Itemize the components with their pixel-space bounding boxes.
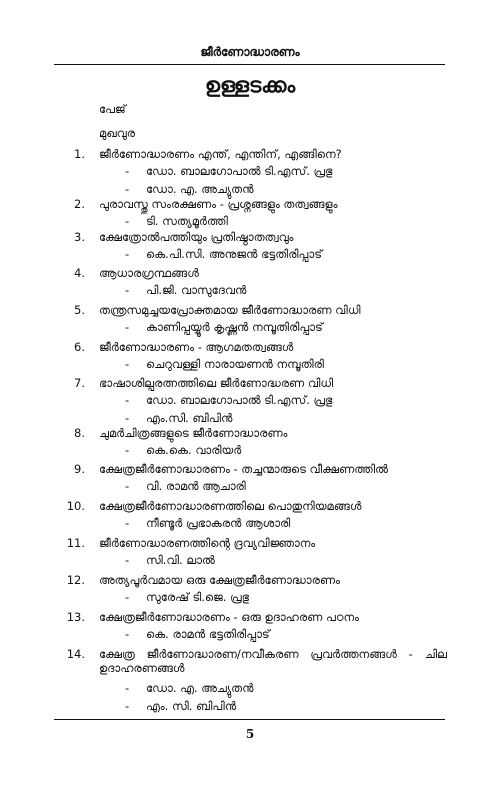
page-label: പേജ് [99, 102, 126, 116]
author-dash: - [125, 443, 130, 457]
toc-entry-title: ജീർണോദ്ധാരണം എന്ത്, എന്തിന്, എങ്ങിനെ? [99, 147, 342, 161]
toc-entry-title: ക്ഷേത്ര ജീർണോദ്ധാരണ/നവീകരണ പ്രവർത്തനങ്ങൾ - ചില ഉദാഹരണങ്ങൾ [99, 647, 447, 675]
author-name: കെ. രാമൻ ഭട്ടതിരിപ്പാട് [146, 627, 270, 641]
author-name: ഡോ. ബാലഗോപാൽ ടി.എസ്. പ്രഭു [146, 164, 333, 178]
preface-label: മുഖവുര [99, 126, 136, 140]
toc-entry-title: ചുമർചിത്രങ്ങളുടെ ജീർണോദ്ധാരണം [99, 426, 288, 440]
toc-entry-title: പുരാവസ്തു സംരക്ഷണം - പ്രശ്നങ്ങളും തത്വങ്ങളും [99, 197, 338, 211]
running-head: ജീർണോദ്ധാരണം [200, 45, 300, 59]
author-name: ടി. സത്യമൂർത്തി [146, 214, 228, 228]
page-number: 5 [245, 727, 255, 741]
toc-entry-number: 10. [66, 499, 85, 513]
author-dash: - [125, 247, 130, 261]
toc-entry-title: ജീർണോദ്ധാരണത്തിന്റെ ദ്രവ്യവിജ്ഞാനം [99, 536, 316, 550]
author-name: സുരേഷ് ടി.ജെ. പ്രഭു [146, 590, 249, 604]
page-title: ഉള്ളടക്കം [204, 73, 296, 97]
author-name: ചെറുവള്ളി നാരായണൻ നമ്പൂതിരി [146, 357, 324, 371]
toc-entry-number: 4. [74, 266, 85, 280]
toc-entry-title: ക്ഷേത്രോൽപത്തിയും പ്രതിഷ്ഠാതത്വവും [99, 230, 294, 244]
toc-entry-title: ക്ഷേത്രജീർണോദ്ധാരണം - ഒരു ഉദാഹരണ പഠനം [99, 610, 359, 624]
author-name: ഡോ. ബാലഗോപാൽ ടി.എസ്. പ്രഭു [146, 393, 333, 407]
author-dash: - [125, 553, 130, 567]
author-dash: - [125, 393, 130, 407]
toc-entry-title: ഭാഷാശില്പരത്നത്തിലെ ജീർണോദ്ധരണ വിധി [99, 376, 334, 390]
toc-entry-number: 1. [74, 147, 85, 161]
author-name: കെ.കെ. വാരിയർ [146, 443, 242, 457]
header-rule [54, 64, 445, 65]
footer-rule [54, 719, 445, 720]
toc-entry-title: ക്ഷേത്രജീർണോദ്ധാരണത്തിലെ പൊതുനിയമങ്ങൾ [99, 499, 362, 513]
toc-entry-number: 9. [74, 462, 85, 476]
author-name: പി.ജി. വാസുദേവൻ [146, 283, 247, 297]
author-name: ഡോ. എ. അച്യുതൻ [146, 681, 254, 695]
toc-entry-number: 14. [66, 647, 85, 661]
author-dash: - [125, 283, 130, 297]
author-name: കെ.പി.സി. അനുജൻ ഭട്ടതിരിപ്പാട് [146, 247, 322, 261]
toc-entry-number: 2. [74, 197, 85, 211]
author-dash: - [125, 479, 130, 493]
author-dash: - [125, 182, 130, 196]
toc-entry-title: ആധാരഗ്രന്ഥങ്ങൾ [99, 266, 199, 280]
toc-entry-number: 11. [66, 536, 85, 550]
author-dash: - [125, 411, 130, 425]
toc-entry-number: 7. [74, 376, 85, 390]
author-dash: - [125, 164, 130, 178]
author-name: ഡോ. എ. അച്യുതൻ [146, 182, 254, 196]
author-name: നീണ്ടൂർ പ്രഭാകരൻ ആശാരി [146, 516, 291, 530]
author-name: വി. രാമൻ ആചാരി [146, 479, 246, 493]
author-dash: - [125, 516, 130, 530]
toc-entry-title: ക്ഷേത്രജീർണോദ്ധാരണം - തച്ചന്മാരുടെ വീക്ഷണത്തിൽ [99, 462, 388, 476]
author-dash: - [125, 214, 130, 228]
toc-entry-number: 8. [74, 426, 85, 440]
author-dash: - [125, 320, 130, 334]
toc-entry-number: 6. [74, 340, 85, 354]
author-name: സി.വി. ലാൽ [146, 553, 215, 567]
author-dash: - [125, 627, 130, 641]
toc-entry-title: അത്യപൂർവമായ ഒരു ക്ഷേത്രജീർണോദ്ധാരണം [99, 573, 340, 587]
toc-entry-number: 12. [66, 573, 85, 587]
author-name: കാണിപ്പയ്യൂർ കൃഷ്ണൻ നമ്പൂതിരിപ്പാട് [146, 320, 323, 334]
toc-entry-title: ജീർണോദ്ധാരണം - ആഗമതത്വങ്ങൾ [99, 340, 294, 354]
toc-entry-number: 3. [74, 230, 85, 244]
toc-entry-number: 5. [74, 303, 85, 317]
author-name: എം.സി. ബിപിൻ [146, 411, 233, 425]
toc-entry-title: തന്ത്രസമുച്ചയപ്രോക്തമായ ജീർണോദ്ധാരണ വിധി [99, 303, 361, 317]
author-dash: - [125, 681, 130, 695]
toc-entry-number: 13. [66, 610, 85, 624]
author-name: എം. സി. ബിപിൻ [146, 699, 237, 713]
author-dash: - [125, 357, 130, 371]
author-dash: - [125, 699, 130, 713]
author-dash: - [125, 590, 130, 604]
